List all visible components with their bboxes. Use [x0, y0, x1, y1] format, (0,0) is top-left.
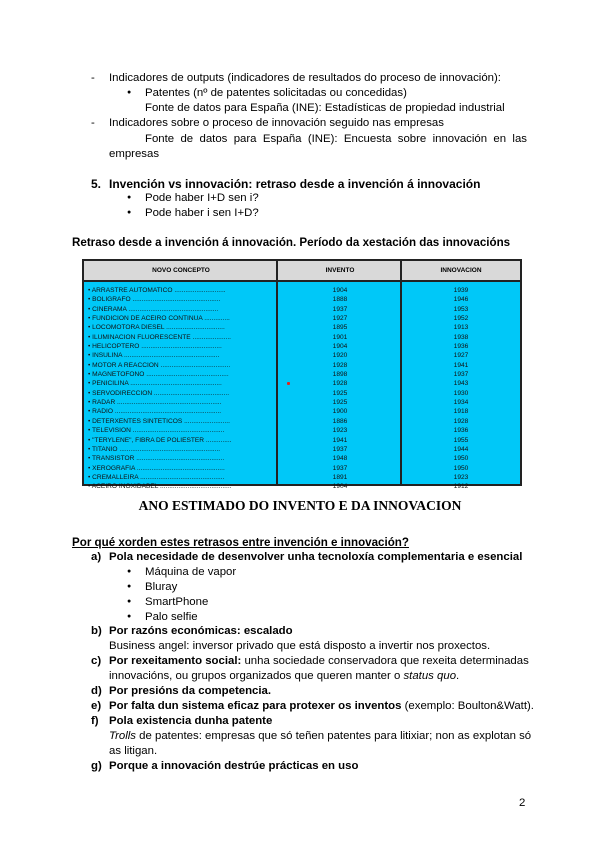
item-label: b) [91, 625, 102, 637]
item-c-line1 [109, 655, 529, 667]
concept-cell: • PENICILINA .................................................. [88, 380, 222, 388]
innovacion-cell: 1946 [453, 296, 469, 304]
item-f-detail [109, 730, 531, 742]
item-label: f) [91, 715, 99, 727]
dash-marker: - [91, 72, 95, 84]
page-number: 2 [519, 797, 526, 809]
concept-cell: • FUNDICION DE ACEIRO CONTINUA .............. [88, 315, 230, 323]
concept-cell: • RADAR ......................................................... [88, 399, 222, 407]
process-source: Fonte de datos para España (INE): Encuesta sobre innovación en las [145, 133, 527, 145]
concept-cell: • "TERYLENE", FIBRA DE POLIESTER .............. [88, 436, 232, 444]
invento-cell: 1904 [332, 343, 348, 351]
item-label: d) [91, 685, 102, 697]
innovacion-cell: 1955 [453, 436, 469, 444]
table-heading: Retraso desde a invención á innovación. Período da xestación das innovacións [72, 236, 511, 249]
concept-cell: • ACEIRO INOXIDABEL ....................................... [88, 483, 232, 491]
invento-cell: 1891 [332, 473, 348, 481]
item-c-line2 [109, 670, 459, 682]
concept-cell: • ARRASTRE AUTOMATICO ............................ [88, 287, 226, 294]
item-e-text: (exemplo: Boulton&Watt). [401, 700, 534, 712]
innovacion-cell: 1923 [453, 473, 469, 481]
item-e-bold: Por falta dun sistema eficaz para protexer os inventos [109, 700, 402, 712]
item-e-line [109, 700, 534, 712]
section-title: Invención vs innovación: retraso desde a invención á innovación [109, 177, 481, 191]
concept-cell: • TELEVISION .................................................. [88, 427, 225, 435]
concept-cell: • CINERAMA ................................................. [88, 305, 219, 313]
innovacion-cell: 1913 [453, 324, 469, 332]
header-invento: INVENTO [278, 261, 402, 282]
section-bullet: ● Pode haber I+D sen i? [145, 192, 259, 204]
item-f-detail-cont: as litigan. [109, 745, 158, 757]
invento-cell: 1900 [332, 408, 348, 416]
item-label: e) [91, 700, 102, 712]
innovacion-cell: 1918 [453, 408, 469, 416]
invento-cell: 1925 [332, 399, 348, 407]
patents-source: Fonte de datos para España (INE): Estadísticas de propiedad industrial [145, 102, 505, 114]
invento-cell: 1941 [332, 436, 348, 444]
invento-cell: 1927 [332, 315, 348, 323]
outputs-indicator-label: Indicadores de outputs (indicadores de resultados do proceso de innovación): [109, 72, 501, 84]
item-c-bold: Por rexeitamento social: [109, 655, 242, 667]
item-f-italic: Trolls [109, 730, 136, 742]
innovacion-cell: 1937 [453, 371, 469, 379]
concept-cell: • LOCOMOTORA DIESEL ................................ [88, 324, 225, 332]
invento-cell: 1923 [332, 427, 348, 435]
invento-cell: 1937 [332, 445, 348, 453]
innovacion-cell: 1930 [453, 389, 469, 397]
invento-cell: 1948 [332, 455, 348, 463]
table-caption: ANO ESTIMADO DO INVENTO E DA INNOVACION [138, 498, 462, 513]
concept-cell: • MOTOR A REACCION ...................................... [88, 361, 231, 369]
item-label: c) [91, 655, 102, 667]
section-number: 5. [91, 177, 102, 191]
invento-cell: 1901 [332, 333, 348, 341]
invento-cell: 1895 [332, 324, 348, 332]
invento-cell: 1898 [332, 371, 348, 379]
concept-cell: • TRANSISTOR ................................................ [88, 455, 225, 463]
invento-cell: 1886 [332, 417, 348, 425]
invento-column [278, 286, 402, 492]
item-g-text: Porque a innovación destrúe prácticas en uso [109, 760, 359, 772]
concept-cell: • HELICOPTERO ............................................ [88, 343, 222, 351]
process-indicator-label: Indicadores sobre o proceso de innovación seguido nas empresas [109, 117, 444, 129]
invento-cell: 1937 [332, 305, 348, 313]
item-c-period: . [456, 670, 460, 682]
item-c-line2-text: innovacións, ou grupos organizados que queren manter o [109, 670, 404, 682]
concept-cell: • XEROGRAFIA ................................................ [88, 464, 225, 472]
invento-cell: 1904 [332, 287, 348, 294]
example-bullet: ● Máquina de vapor [145, 566, 236, 578]
item-label: g) [91, 760, 102, 772]
invento-cell: 1904 [332, 483, 348, 491]
header-concept: NOVO CONCEPTO [84, 261, 278, 282]
innovacion-column [402, 286, 520, 492]
patents-bullet: ● Patentes (nº de patentes solicitadas ou concedidas) [145, 87, 407, 99]
innovacion-cell: 1952 [453, 315, 469, 323]
example-bullet: ● SmartPhone [145, 596, 208, 608]
innovacion-cell: 1934 [453, 399, 469, 407]
invento-cell: 1928 [332, 380, 348, 388]
innovacion-cell: 1939 [453, 287, 469, 294]
innovacion-cell: 1936 [453, 427, 469, 435]
gestation-table [82, 259, 522, 491]
innovacion-cell: 1944 [453, 445, 469, 453]
innovacion-cell: 1953 [453, 305, 469, 313]
innovacion-cell: 1943 [453, 380, 469, 388]
header-innovacion: INNOVACION [402, 261, 520, 282]
example-bullet: ● Palo selfie [145, 611, 198, 623]
innovacion-cell: 1912 [453, 483, 469, 491]
concept-cell: • INSULINA .................................................... [88, 352, 220, 360]
invento-cell: 1937 [332, 464, 348, 472]
concept-cell: • SERVODIRECCION ......................................... [88, 389, 230, 397]
innovacion-cell: 1938 [453, 333, 469, 341]
innovacion-cell: 1936 [453, 343, 469, 351]
item-f-detail-text: de patentes: empresas que só teñen patentes para litixiar; non as explotan só [136, 730, 532, 742]
innovacion-cell: 1941 [453, 361, 469, 369]
innovacion-cell: 1950 [453, 464, 469, 472]
invento-cell: 1888 [332, 296, 348, 304]
concept-cell: • DETERXENTES SINTETICOS ......................... [88, 417, 230, 425]
concept-cell: • CREMALLEIRA .............................................. [88, 473, 225, 481]
concept-cell: • ILUMINACION FLUORESCENTE ..................... [88, 333, 231, 341]
item-a-text: Pola necesidade de desenvolver unha tecnoloxía complementaria e esencial [109, 551, 523, 563]
concept-cell: • RADIO .......................................................... [88, 408, 222, 416]
concept-cell: • MAGNETOFONO ............................................. [88, 371, 229, 379]
red-marker-dot [287, 382, 290, 385]
item-c-italic: status quo [403, 670, 457, 682]
innovacion-cell: 1927 [453, 352, 469, 360]
concept-cell: • BOLIGRAFO ................................................ [88, 296, 221, 304]
item-f-text: Pola existencia dunha patente [109, 715, 273, 727]
invento-cell: 1925 [332, 389, 348, 397]
process-source-cont: empresas [109, 148, 160, 160]
why-title: Por qué xorden estes retrasos entre invención e innovación? [72, 536, 409, 549]
item-d-text: Por presións da competencia. [109, 685, 272, 697]
item-b-detail: Business angel: inversor privado que está disposto a invertir nos proxectos. [109, 640, 491, 652]
item-b-text: Por razóns económicas: escalado [109, 625, 293, 637]
innovacion-cell: 1950 [453, 455, 469, 463]
innovacion-cell: 1928 [453, 417, 469, 425]
invento-cell: 1928 [332, 361, 348, 369]
dash-marker: - [91, 117, 95, 129]
example-bullet: ● Bluray [145, 581, 177, 593]
concept-column [88, 286, 274, 492]
section-bullet: ● Pode haber i sen I+D? [145, 207, 259, 219]
concept-cell: • TITANIO ....................................................... [88, 445, 221, 453]
item-c-text: unha sociedade conservadora que rexeita determinadas [241, 655, 529, 667]
item-label: a) [91, 551, 102, 563]
invento-cell: 1920 [332, 352, 348, 360]
